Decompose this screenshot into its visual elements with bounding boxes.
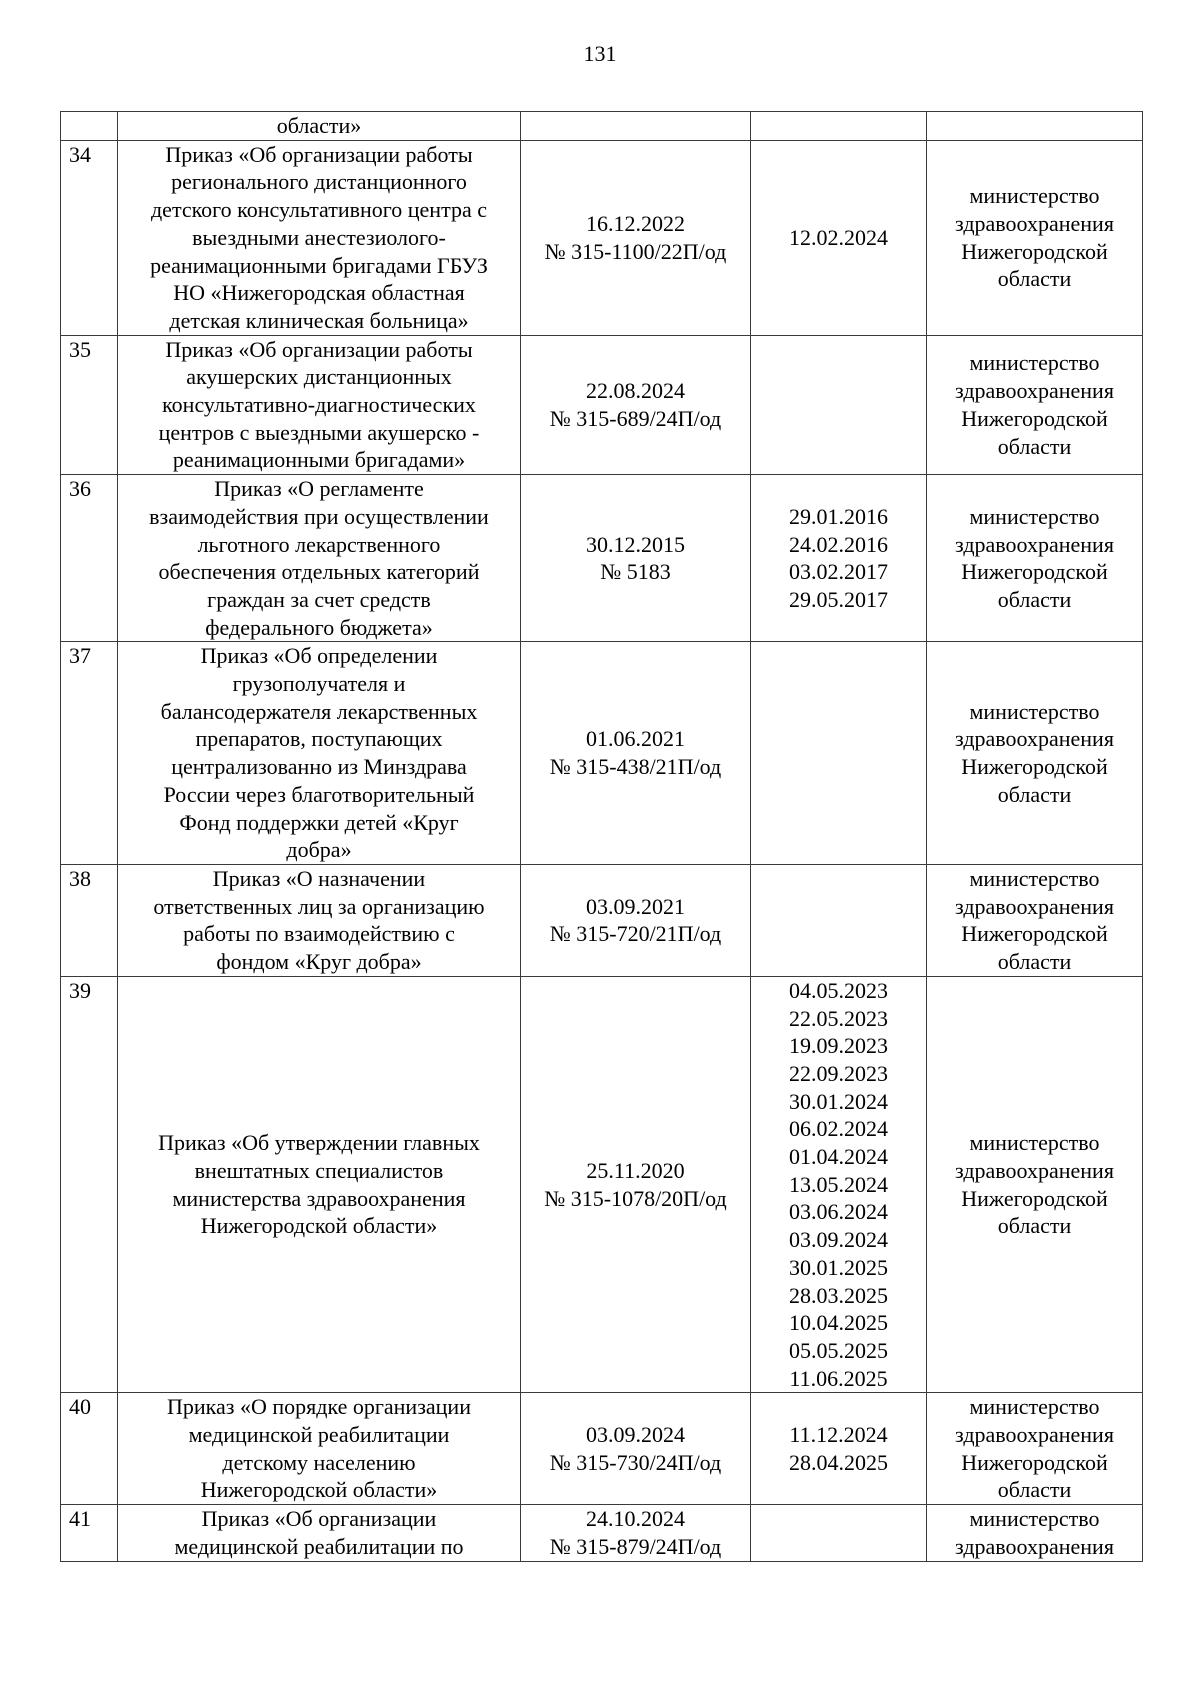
document-date-number-cell <box>521 335 751 475</box>
cell-line: № 315-1078/20П/од <box>544 1185 727 1211</box>
document-title-cell <box>118 864 521 976</box>
cell-line: 30.01.2024 <box>789 1088 888 1114</box>
cell-line: области <box>997 949 1072 975</box>
cell-line: медицинской реабилитации <box>188 1422 450 1448</box>
cell-line: министерство <box>969 183 1100 209</box>
cell-line: министерство <box>969 865 1100 891</box>
cell-line: 03.09.2024 <box>789 1227 888 1253</box>
cell-line: области <box>997 433 1072 459</box>
cell-line: 22.08.2024 <box>586 378 685 404</box>
cell-line: здравоохранения <box>955 210 1114 236</box>
cell-line: здравоохранения <box>955 378 1114 404</box>
cell-line: фондом «Круг добра» <box>216 949 422 975</box>
cell-line: Приказ «О регламенте <box>214 476 424 502</box>
cell-line: 11.06.2025 <box>789 1365 888 1391</box>
issuing-authority-cell <box>927 475 1143 642</box>
cell-line: 24.02.2016 <box>789 531 888 557</box>
cell-line: НО «Нижегородская областная <box>173 280 465 306</box>
cell-line: 11.12.2024 <box>789 1422 888 1448</box>
cell-line: реанимационными бригадами ГБУЗ <box>150 252 488 278</box>
cell-line: 25.11.2020 <box>586 1157 685 1183</box>
cell-line: № 5183 <box>600 559 671 585</box>
cell-line: льготного лекарственного <box>197 531 441 557</box>
cell-line: 29.01.2016 <box>789 503 888 529</box>
page-number: 131 <box>583 41 617 66</box>
row-number-cell: 41 <box>61 1505 118 1561</box>
table-row <box>61 335 1143 475</box>
document-date-number-cell <box>521 140 751 335</box>
cell-line: министерство <box>969 503 1100 529</box>
document-title-cell <box>118 335 521 475</box>
cell-line: Приказ «Об организации работы <box>165 141 473 167</box>
document-title-cell <box>118 1393 521 1505</box>
cell-line: обеспечения отдельных категорий <box>158 559 480 585</box>
issuing-authority-cell <box>927 1393 1143 1505</box>
table-body <box>61 112 1143 1562</box>
issuing-authority-cell <box>927 112 1143 141</box>
cell-line: граждан за счет средств <box>207 586 431 612</box>
row-number-cell: 40 <box>61 1393 118 1505</box>
row-number-cell: 34 <box>61 140 118 335</box>
cell-line: 16.12.2022 <box>586 210 685 236</box>
cell-line: выездными анестезиолого- <box>192 224 446 250</box>
cell-line: министерство <box>969 698 1100 724</box>
cell-line: балансодержателя лекарственных <box>160 698 478 724</box>
cell-line: области <box>997 1477 1072 1503</box>
document-date-number-cell <box>521 475 751 642</box>
table-row <box>61 864 1143 976</box>
table-row <box>61 642 1143 865</box>
cell-line: 03.06.2024 <box>789 1199 888 1225</box>
cell-line: № 315-438/21П/од <box>549 754 722 780</box>
cell-line: области <box>997 1213 1072 1239</box>
cell-line: № 315-879/24П/од <box>549 1533 722 1559</box>
document-title-cell <box>118 140 521 335</box>
cell-line: министерство <box>969 1506 1100 1532</box>
cell-line: грузополучателя и <box>232 671 406 697</box>
cell-line: Нижегородской <box>961 405 1108 431</box>
cell-line: Приказ «Об определении <box>200 643 438 669</box>
amendment-dates-cell <box>751 1505 927 1561</box>
cell-line: 29.05.2017 <box>789 586 888 612</box>
cell-line: области <box>997 266 1072 292</box>
cell-line: здравоохранения <box>955 1422 1114 1448</box>
cell-line: центров с выездными акушерско - <box>158 419 480 445</box>
document-date-number-cell <box>521 1393 751 1505</box>
cell-line: детская клиническая больница» <box>169 307 469 333</box>
cell-line: 24.10.2024 <box>586 1506 685 1532</box>
cell-line: № 315-730/24П/од <box>549 1449 722 1475</box>
cell-line: Приказ «О порядке организации <box>167 1394 471 1420</box>
cell-line: реанимационными бригадами» <box>172 447 466 473</box>
table-row <box>61 475 1143 642</box>
cell-line: министерства здравоохранения <box>172 1185 466 1211</box>
document-title-cell <box>118 642 521 865</box>
cell-line: Приказ «Об утверждении главных <box>158 1130 480 1156</box>
table-row <box>61 140 1143 335</box>
cell-line: 30.01.2025 <box>789 1254 888 1280</box>
document-date-number-cell <box>521 112 751 141</box>
cell-line: централизованно из Минздрава <box>171 754 467 780</box>
amendment-dates-cell <box>751 475 927 642</box>
table-row <box>61 1505 1143 1561</box>
cell-line: № 315-689/24П/од <box>549 405 722 431</box>
cell-line: Фонд поддержки детей «Круг <box>179 809 459 835</box>
cell-line: Нижегородской <box>961 1185 1108 1211</box>
amendment-dates-cell <box>751 112 927 141</box>
cell-line: здравоохранения <box>955 1533 1114 1559</box>
cell-line: детскому населению <box>222 1449 416 1475</box>
cell-line: Приказ «Об организации работы <box>165 336 473 362</box>
cell-line: министерство <box>969 1394 1100 1420</box>
cell-line: 28.03.2025 <box>789 1282 888 1308</box>
row-number-cell: 36 <box>61 475 118 642</box>
amendment-dates-cell <box>751 864 927 976</box>
cell-line: ответственных лиц за организацию <box>153 893 485 919</box>
document-date-number-cell <box>521 976 751 1393</box>
cell-line: 05.05.2025 <box>789 1337 888 1363</box>
cell-line: № 315-720/21П/од <box>549 921 722 947</box>
issuing-authority-cell <box>927 642 1143 865</box>
cell-line: взаимодействия при осуществлении <box>149 503 489 529</box>
cell-line: препаратов, поступающих <box>195 726 443 752</box>
document-title-cell <box>118 475 521 642</box>
cell-line: области <box>997 781 1072 807</box>
cell-line: 19.09.2023 <box>789 1033 888 1059</box>
cell-line: федерального бюджета» <box>205 614 433 640</box>
cell-line: медицинской реабилитации по <box>174 1533 464 1559</box>
document-title-cell <box>118 1505 521 1561</box>
cell-line: Нижегородской области» <box>200 1477 438 1503</box>
cell-line: 10.04.2025 <box>789 1310 888 1336</box>
cell-line: 03.09.2024 <box>586 1422 685 1448</box>
cell-line: 06.02.2024 <box>789 1116 888 1142</box>
cell-line: Нижегородской <box>961 921 1108 947</box>
cell-line: Нижегородской <box>961 1449 1108 1475</box>
cell-line: 22.09.2023 <box>789 1060 888 1086</box>
row-number-cell: 37 <box>61 642 118 865</box>
cell-line: 12.02.2024 <box>789 224 888 250</box>
row-number-cell: 35 <box>61 335 118 475</box>
document-date-number-cell <box>521 864 751 976</box>
cell-line: Приказ «Об организации <box>201 1506 437 1532</box>
document-title-cell <box>118 112 521 141</box>
cell-line: акушерских дистанционных <box>186 364 452 390</box>
issuing-authority-cell <box>927 864 1143 976</box>
issuing-authority-cell <box>927 1505 1143 1561</box>
cell-line: 22.05.2023 <box>789 1005 888 1031</box>
row-number-cell <box>61 112 118 141</box>
cell-line: Нижегородской <box>961 559 1108 585</box>
cell-line: детского консультативного центра с <box>150 197 487 223</box>
amendment-dates-cell <box>751 335 927 475</box>
cell-line: 28.04.2025 <box>789 1449 888 1475</box>
amendment-dates-cell <box>751 1393 927 1505</box>
cell-line: 03.09.2021 <box>586 893 685 919</box>
document-title-cell <box>118 976 521 1393</box>
table-row <box>61 1393 1143 1505</box>
amendment-dates-cell <box>751 642 927 865</box>
cell-line: Нижегородской <box>961 754 1108 780</box>
cell-line: работы по взаимодействию с <box>183 921 455 947</box>
issuing-authority-cell <box>927 140 1143 335</box>
cell-line: регионального дистанционного <box>171 169 467 195</box>
cell-line: 01.06.2021 <box>586 726 685 752</box>
table-row <box>61 112 1143 141</box>
cell-line: министерство <box>969 1130 1100 1156</box>
cell-line: 13.05.2024 <box>789 1171 888 1197</box>
cell-line: области» <box>276 113 362 138</box>
cell-line: здравоохранения <box>955 531 1114 557</box>
amendment-dates-cell <box>751 140 927 335</box>
cell-line: Нижегородской области» <box>200 1213 438 1239</box>
table-row <box>61 976 1143 1393</box>
issuing-authority-cell <box>927 976 1143 1393</box>
row-number-cell: 38 <box>61 864 118 976</box>
cell-line: Нижегородской <box>961 238 1108 264</box>
cell-line: внештатных специалистов <box>194 1157 444 1183</box>
cell-line: 03.02.2017 <box>789 559 888 585</box>
cell-line: области <box>997 586 1072 612</box>
cell-line: 04.05.2023 <box>789 977 888 1003</box>
cell-line: консультативно-диагностических <box>162 392 476 418</box>
document-date-number-cell <box>521 642 751 865</box>
cell-line: России через благотворительный <box>163 781 475 807</box>
issuing-authority-cell <box>927 335 1143 475</box>
amendment-dates-cell <box>751 976 927 1393</box>
cell-line: добра» <box>286 837 352 863</box>
cell-line: министерство <box>969 350 1100 376</box>
document-date-number-cell <box>521 1505 751 1561</box>
cell-line: № 315-1100/22П/од <box>544 238 727 264</box>
orders-table <box>60 111 1143 1562</box>
row-number-cell: 39 <box>61 976 118 1393</box>
cell-line: здравоохранения <box>955 1157 1114 1183</box>
cell-line: 30.12.2015 <box>586 531 685 557</box>
cell-line: 01.04.2024 <box>789 1144 888 1170</box>
cell-line: здравоохранения <box>955 893 1114 919</box>
cell-line: здравоохранения <box>955 726 1114 752</box>
cell-line: Приказ «О назначении <box>212 865 426 891</box>
